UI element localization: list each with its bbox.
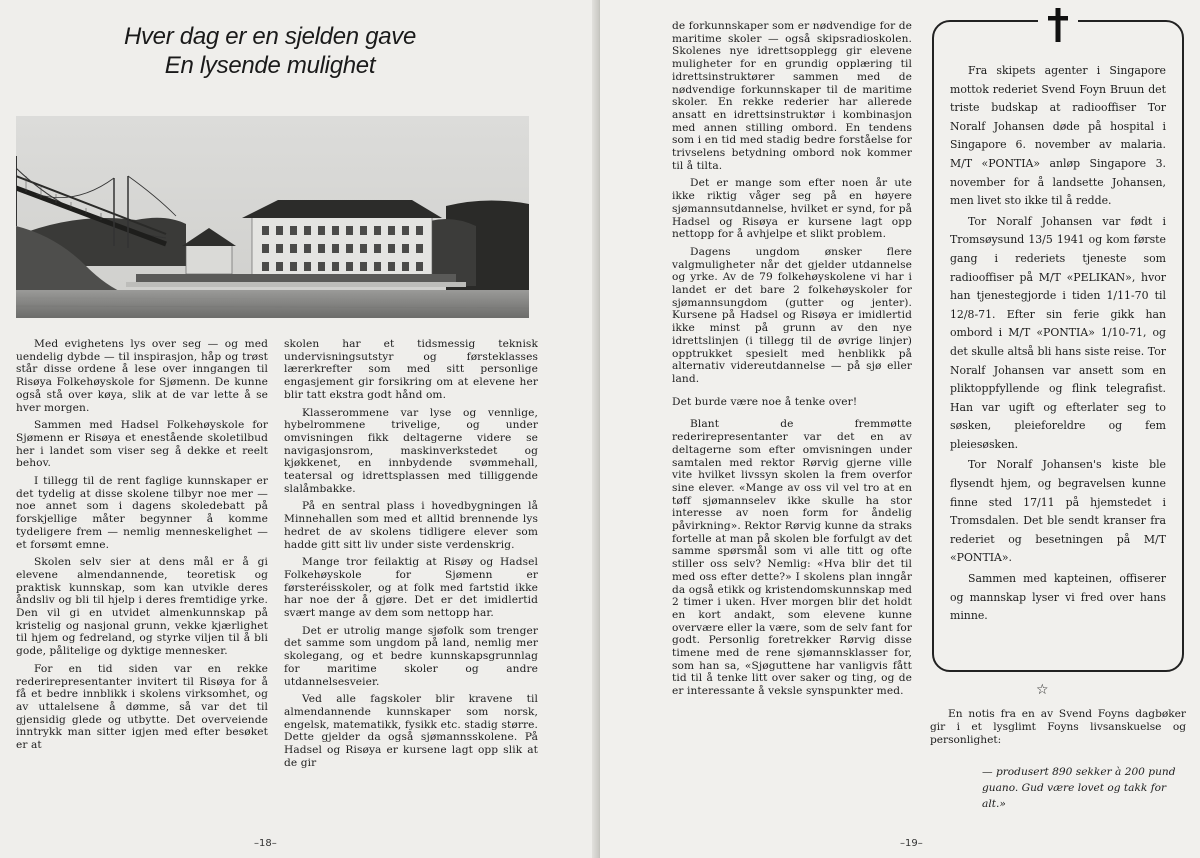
- paragraph: Det er mange som efter noen år ute ikke riktig våger seg på en høyere sjømannsutdannelse, hvilket er synd, for på Hadsel og Risøya er kursene lagt opp nettopp for å avhjelpe et slikt problem.: [672, 177, 912, 241]
- left-page: [0, 0, 598, 858]
- paragraph: Tor Noralf Johansen var født i Tromsøysund 13/5 1941 og kom første gang i rederiets tjeneste som radiooffiser på M/T «PELIKAN», hvor han tjenestegjorde i tiden 1/11-70 til 12/8-71. Efter sin ferie gikk han ombord i M/T «PONTIA» 1/10-71, og det skulle altså bli hans siste reise. Tor Noralf Johansen var ansett som en pliktoppfyllende og flink telegrafist. Han var ugift og efterlater seg to søsken, pleieforeldre og fem pleiesøsken.: [950, 214, 1166, 451]
- headline: [60, 22, 480, 80]
- paragraph: Med evighetens lys over seg — og med uendelig dybde — til inspirasjon, håp og trøst står disse ordene å lese over inngangen til Risøya Folkehøyskole for Sjømenn. De kunne også stå over køya, slik at de var lette å se hver morgen.: [16, 338, 268, 414]
- paragraph: Sammen med Hadsel Folkehøyskole for Sjømenn er Risøya et enestående skoletilbud her i landet som viser seg å dekke et reelt behov.: [16, 419, 268, 470]
- paragraph: På en sentral plass i hovedbygningen lå Minnehallen som med et alltid brennende lys hedret de av skolens tidligere elever som hadde gitt sitt liv under siste verdenskrig.: [284, 500, 538, 551]
- highlight-line: Det burde være noe å tenke over!: [672, 395, 858, 408]
- paragraph: I tillegg til de rent faglige kunnskaper er det tydelig at disse skolene tilbyr noe mer — noe annet som i dagens skoledebatt på forskjellige måter begynner å komme tydeligere frem — nemlig menneskelighet — et forsømt emne.: [16, 475, 268, 551]
- paragraph: Skolen selv sier at dens mål er å gi elevene almendannende, teoretisk og praktisk kunnskap, som kan utvikle deres åndsliv og bli til hjelp i deres fremtidige yrke. Den vil gi en utvidet almenkunnskap på kristelig og nasjonal grunn, vekke kjærlighet til hjem og fedreland, og styrke viljen til å bli gode, pålitelige og dyktige mennesker.: [16, 556, 268, 658]
- star-icon: ☆: [1036, 682, 1049, 698]
- paragraph: Ved alle fagskoler blir kravene til almendannende kunnskaper som norsk, engelsk, matematikk, fysikk etc. stadig større. Dette gjelder da også sjømannsskolene. På Hadsel og Risøya er kursene lagt opp slik at de gir: [284, 693, 538, 769]
- headline-line2: En lysende mulighet: [164, 52, 376, 79]
- paragraph: For en tid siden var en rekke rederirepresentanter invitert til Risøya for å få et bedre innblikk i skolens virksomhet, og av uttalelsene å dømme, så var det til gjensidig glede og utbytte. Det overveiende inntrykk man sitter igjen med efter besøket er at: [16, 662, 268, 752]
- paragraph: En notis fra en av Svend Foyns dagbøker gir i et lysglimt Foyns livsanskuelse og personlighet:: [930, 708, 1186, 746]
- obituary-text: [950, 62, 1166, 626]
- paragraph: de forkunnskaper som er nødvendige for de maritime skoler — også skipsradioskolen. Skolenes nye idrettsopplegg gir elevene muligheter for en grundig opplæring til idrettsinstruktører sammen med de nødvendige forkunnskaper til de maritime skoler. En rekke rederier har allerede ansatt en idrettsinstruktør i kombinasjon med annen stilling ombord. En tendens som i en tid med stadig bedre forståelse for trivselens betydning ombord nok kommer til å tilta.: [672, 20, 912, 172]
- paragraph: Klasserommene var lyse og vennlige, hybelrommene trivelige, og under omvisningen fikk deltagerne videre se navigasjonsrom, maskinverkstedet og kjøkkenet, en innbydende svømmehall, teatersal og idrettsplassen med tilliggende slalåmbakke.: [284, 406, 538, 495]
- landscape-photo-icon: [16, 116, 529, 318]
- left-column-1: [16, 338, 268, 752]
- paragraph: Blant de fremmøtte rederirepresentanter var det en av deltagerne som efter omvisningen under samtalen med rektor Rørvig gjerne ville vite hvilket livssyn skolen la frem overfor sine elever. «Mange av oss vil vel tro at en tøff sjømannselev ikke skulle ha stor interesse av noen form for åndelig påvirkning». Rektor Rørvig kunne da straks fortelle at man på skolen ble forfulgt av det samme spørsmål som vi alle titt og ofte stiller oss selv? Nemlig: «Hva blir det til med oss efter dette?» I skolens plan inngår da også etikk og kristendomskunnskap med 2 timer i uken. Hver morgen blir det holdt en kort andakt, som elevene kunne overvære eller la være, som de selv fant for godt. Personlig foretrekker Rørvig disse timene med de rene sjømannsklasser for, som han sa, «Sjøguttene har vanligvis fått tid til å tenke litt over saker og ting, og de er interessante å veksle synspunkter med.: [672, 418, 912, 698]
- paragraph: Det er utrolig mange sjøfolk som trenger det samme som ungdom på land, nemlig mer skolegang, og et bedre kunnskapsgrunnlag for maritime skoler og andre utdannelsesveier.: [284, 624, 538, 688]
- paragraph: Mange tror feilaktig at Risøy og Hadsel Folkehøyskole for Sjømenn er førsteréisskoler, og at folk med fartstid ikke har noe der å gjøre. Det er det imidlertid svært mange av dem som nettopp har.: [284, 556, 538, 620]
- paragraph: Sammen med kapteinen, offiserer og mannskap lyser vi fred over hans minne.: [950, 572, 1166, 623]
- page-number-right: –19–: [900, 838, 923, 849]
- page-number-left: –18–: [254, 838, 277, 849]
- cross-icon: [1038, 6, 1078, 46]
- paragraph: Dagens ungdom ønsker flere valgmuligheter når det gjelder utdannelse og yrke. Av de 79 folkehøyskolene vi har i landet er det bare 2 folkehøyskoler for sjømannsungdom (gutter og jenter). Kursene på Hadsel og Risøya er imidlertid ikke minst på grunn av den nye idrettslinjen (i tillegg til de øvrige linjer) opptrukket spesielt med henblikk på alternativ videreutdannelse — på sjø eller land.: [672, 245, 912, 385]
- diary-quote: — produsert 890 sekker à 200 pund guano. Gud være lovet og takk for alt.»: [982, 766, 1176, 810]
- headline-line1: Hver dag er en sjelden gave: [123, 23, 417, 50]
- paragraph: Fra skipets agenter i Singapore mottok rederiet Svend Foyn Bruun det triste budskap at radiooffiser Tor Noralf Johansen døde på hospital i Singapore 6. november av malaria. M/T «PONTIA» anløp Singapore 3. november for å landsette Johansen, men livet sto ikke til å redde.: [950, 64, 1166, 208]
- diary-note: [930, 708, 1186, 747]
- paragraph: skolen har et tidsmessig teknisk undervisningsutstyr og førsteklasses lærerkrefter som med sitt personlige engasjement gir forsikring om at elevene her blir tatt ekstra godt hånd om.: [284, 338, 538, 401]
- paragraph: Tor Noralf Johansen's kiste ble flysendt hjem, og begravelsen kunne finne sted 17/11 på hjemstedet i Tromsdalen. Det ble sendt kranser fra rederiet og besetningen på M/T «PONTIA».: [950, 458, 1166, 565]
- left-column-2: [284, 338, 538, 770]
- right-column-1: [672, 20, 912, 698]
